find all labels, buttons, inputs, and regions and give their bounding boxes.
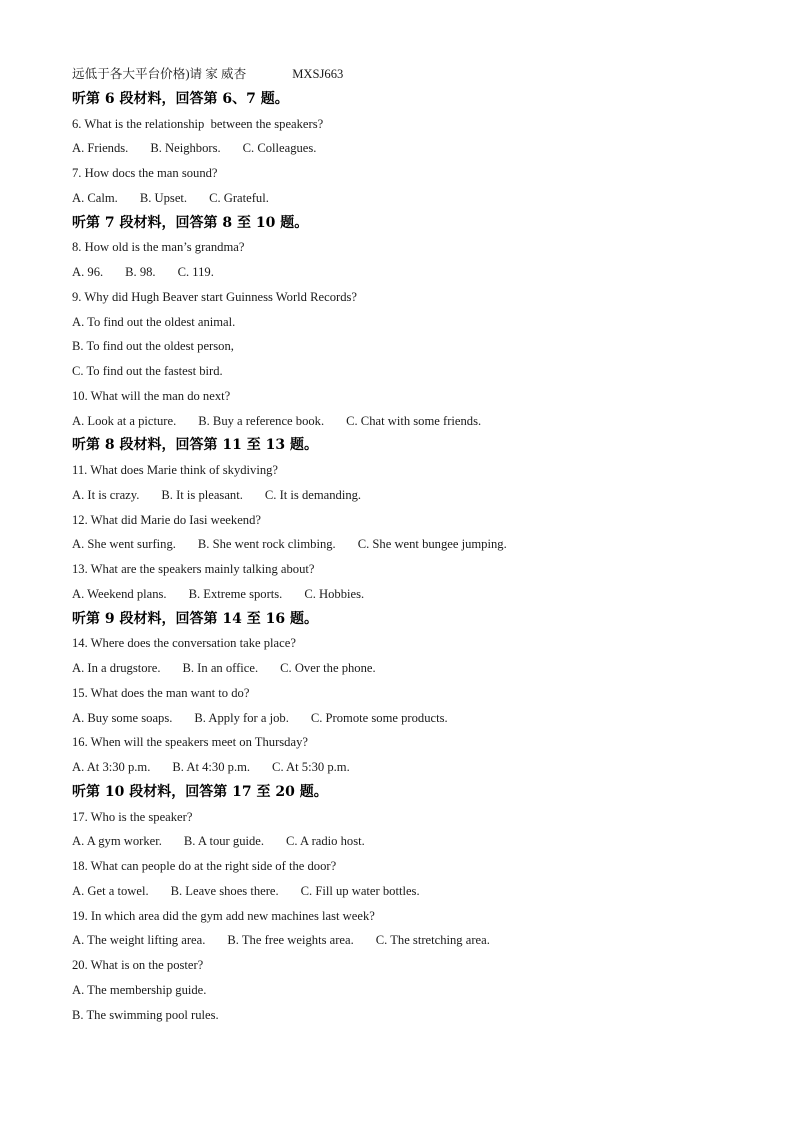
answer-option: C. Over the phone. [280, 661, 376, 675]
question-line: B. To find out the oldest person, [72, 339, 234, 354]
answer-option: C. A radio host. [286, 834, 365, 849]
answer-option: B. Extreme sports. [188, 586, 283, 601]
question-line: 9. Why did Hugh Beaver start Guinness World Records? [72, 289, 357, 304]
section-heading: 听第 6 段材料，回答第 6、7 题。 [72, 90, 289, 107]
options-line [72, 656, 772, 681]
answer-option: A. 96. [72, 265, 104, 279]
options-line [72, 136, 772, 161]
options-line [72, 755, 772, 780]
section-heading: 听第 8 段材料，回答第 11 至 13 题。 [72, 437, 318, 454]
options-line [72, 409, 772, 434]
answer-option: A. At 3:30 p.m. [72, 760, 151, 774]
question-line: 7. How docs the man sound? [72, 166, 218, 180]
question-line: 15. What does the man want to do? [72, 685, 250, 700]
question-line: 17. Who is the speaker? [72, 809, 193, 824]
answer-option: C. Grateful. [209, 190, 269, 205]
options-line [72, 483, 772, 508]
question-line: 6. What is the relationship between the speakers? [72, 116, 324, 131]
section-heading: 听第 9 段材料，回答第 14 至 16 题。 [72, 610, 318, 627]
question-line: 16. When will the speakers meet on Thursday? [72, 735, 308, 750]
answer-option: C. At 5:30 p.m. [272, 760, 350, 774]
answer-option: A. Look at a picture. [72, 413, 177, 428]
answer-option: A. A gym worker. [72, 834, 162, 849]
answer-option: B. Apply for a job. [194, 710, 289, 725]
answer-option: C. Colleagues. [242, 141, 317, 156]
question-line: 13. What are the speakers mainly talking about? [72, 562, 315, 576]
answer-option: A. Buy some soaps. [72, 710, 173, 725]
options-line [72, 829, 772, 854]
question-line: 14. Where does the conversation take place? [72, 636, 296, 651]
answer-option: B. It is pleasant. [161, 487, 243, 502]
page-header [72, 62, 772, 87]
section-heading: 听第 10 段材料，回答第 17 至 20 题。 [72, 783, 328, 800]
document-page [72, 62, 772, 1027]
question-line: C. To find out the fastest bird. [72, 364, 223, 378]
section-heading: 听第 7 段材料，回答第 8 至 10 题。 [72, 214, 309, 231]
answer-option: B. The free weights area. [227, 933, 354, 948]
answer-option: A. Friends. [72, 141, 129, 156]
question-line: A. The membership guide. [72, 982, 207, 997]
question-line: B. The swimming pool rules. [72, 1007, 219, 1022]
answer-option: C. Chat with some friends. [346, 413, 482, 428]
question-line: 18. What can people do at the right side of the door? [72, 859, 337, 873]
options-line [72, 532, 772, 557]
header-code: MXSJ663 [292, 67, 344, 81]
answer-option: B. Leave shoes there. [170, 883, 279, 898]
options-line [72, 706, 772, 731]
options-line [72, 582, 772, 607]
answer-option: B. She went rock climbing. [197, 537, 336, 552]
options-line [72, 879, 772, 904]
answer-option: B. A tour guide. [183, 834, 265, 849]
answer-option: C. Hobbies. [304, 586, 365, 601]
answer-option: B. 98. [125, 265, 156, 279]
question-line: 20. What is on the poster? [72, 958, 204, 972]
options-line [72, 186, 772, 211]
answer-option: C. She went bungee jumping. [357, 537, 507, 552]
question-line: 10. What will the man do next? [72, 388, 231, 403]
answer-option: B. Upset. [139, 190, 188, 205]
header-text: 远低于各大平台价格)请 家 威杏 [72, 67, 247, 81]
question-line: 19. In which area did the gym add new machines last week? [72, 908, 375, 923]
answer-option: A. The weight lifting area. [72, 933, 206, 948]
answer-option: A. Get a towel. [72, 883, 149, 898]
question-line: 11. What does Marie think of skydiving? [72, 463, 279, 477]
answer-option: B. Buy a reference book. [198, 413, 325, 428]
answer-option: A. She went surfing. [72, 537, 176, 552]
question-list [72, 87, 772, 1028]
options-line [72, 260, 772, 285]
answer-option: C. Promote some products. [310, 710, 448, 725]
answer-option: A. Calm. [72, 190, 118, 205]
answer-option: C. It is demanding. [264, 487, 362, 502]
answer-option: A. It is crazy. [72, 487, 140, 502]
answer-option: C. 119. [177, 265, 214, 279]
answer-option: A. In a drugstore. [72, 661, 161, 675]
options-line [72, 928, 772, 953]
answer-option: C. Fill up water bottles. [300, 883, 420, 898]
question-line: 12. What did Marie do Iasi weekend? [72, 512, 261, 527]
answer-option: C. The stretching area. [375, 933, 490, 948]
question-line: 8. How old is the man’s grandma? [72, 240, 245, 255]
question-line: A. To find out the oldest animal. [72, 314, 236, 329]
answer-option: B. At 4:30 p.m. [172, 760, 251, 774]
answer-option: B. Neighbors. [150, 141, 221, 156]
answer-option: B. In an office. [182, 661, 259, 675]
answer-option: A. Weekend plans. [72, 586, 167, 601]
